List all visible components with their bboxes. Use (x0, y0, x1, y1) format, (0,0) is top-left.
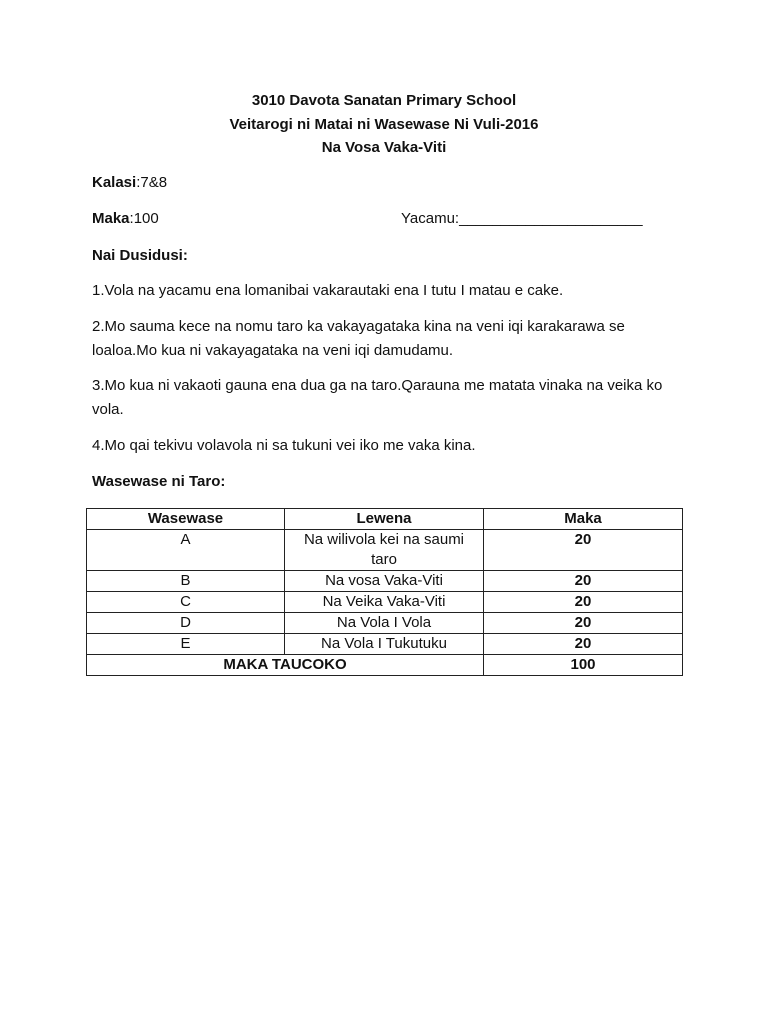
table-row (87, 571, 683, 592)
table-row (87, 634, 683, 655)
section-cell: A (87, 530, 285, 571)
subject-title: Na Vosa Vaka-Viti (321, 139, 447, 156)
column-header: Wasewase (87, 509, 285, 530)
content-cell: Na Vola I Vola (285, 613, 484, 634)
marks-line (92, 210, 159, 228)
section-cell: B (87, 571, 285, 592)
column-header: Lewena (285, 509, 484, 530)
section-title: Wasewase ni Taro: (92, 473, 226, 490)
class-line (92, 174, 167, 192)
instruction-item: 4.Mo qai tekivu volavola ni sa tukuni vei iko me vaka kina. (92, 437, 476, 454)
table-header-row (87, 509, 683, 530)
content-cell: Na vosa Vaka-Viti (285, 571, 484, 592)
marks-value: :100 (129, 210, 159, 227)
table-total-row (87, 655, 683, 676)
exam-title: Veitarogi ni Matai ni Wasewase Ni Vuli-2016 (229, 115, 539, 133)
instruction-item: 1.Vola na yacamu ena lomanibai vakarautaki ena I tutu I matau e cake. (92, 282, 564, 299)
table-row (87, 530, 683, 571)
marks-table (86, 508, 683, 676)
content-cell: Na Veika Vaka-Viti (285, 592, 484, 613)
marks-cell: 20 (484, 613, 683, 634)
table-row (87, 592, 683, 613)
name-field: Yacamu:______________________ (401, 210, 643, 227)
marks-label: Maka (92, 210, 130, 227)
instruction-item: 2.Mo sauma kece na nomu taro ka vakayagataka kina na veni iqi karakarawa se loaloa.Mo kua ni vakayagataka na veni iqi damudamu. (92, 318, 625, 359)
table-row (87, 613, 683, 634)
marks-cell: 20 (484, 530, 683, 571)
total-label: MAKA TAUCOKO (87, 655, 484, 676)
document-header (0, 89, 768, 160)
class-label: Kalasi (92, 174, 137, 191)
marks-cell: 20 (484, 592, 683, 613)
marks-cell: 20 (484, 634, 683, 655)
content-cell: Na Vola I Tukutuku (285, 634, 484, 655)
section-cell: E (87, 634, 285, 655)
section-cell: C (87, 592, 285, 613)
instruction-item: 3.Mo kua ni vakaoti gauna ena dua ga na taro.Qarauna me matata vinaka na veika ko vola. (92, 377, 663, 418)
column-header: Maka (484, 509, 683, 530)
marks-cell: 20 (484, 571, 683, 592)
total-value: 100 (484, 655, 683, 676)
section-cell: D (87, 613, 285, 634)
school-name: 3010 Davota Sanatan Primary School (251, 92, 517, 109)
content-cell: Na wilivola kei na saumi taro (285, 530, 484, 571)
class-value: :7&8 (136, 174, 168, 191)
instructions-title: Nai Dusidusi: (92, 247, 188, 264)
